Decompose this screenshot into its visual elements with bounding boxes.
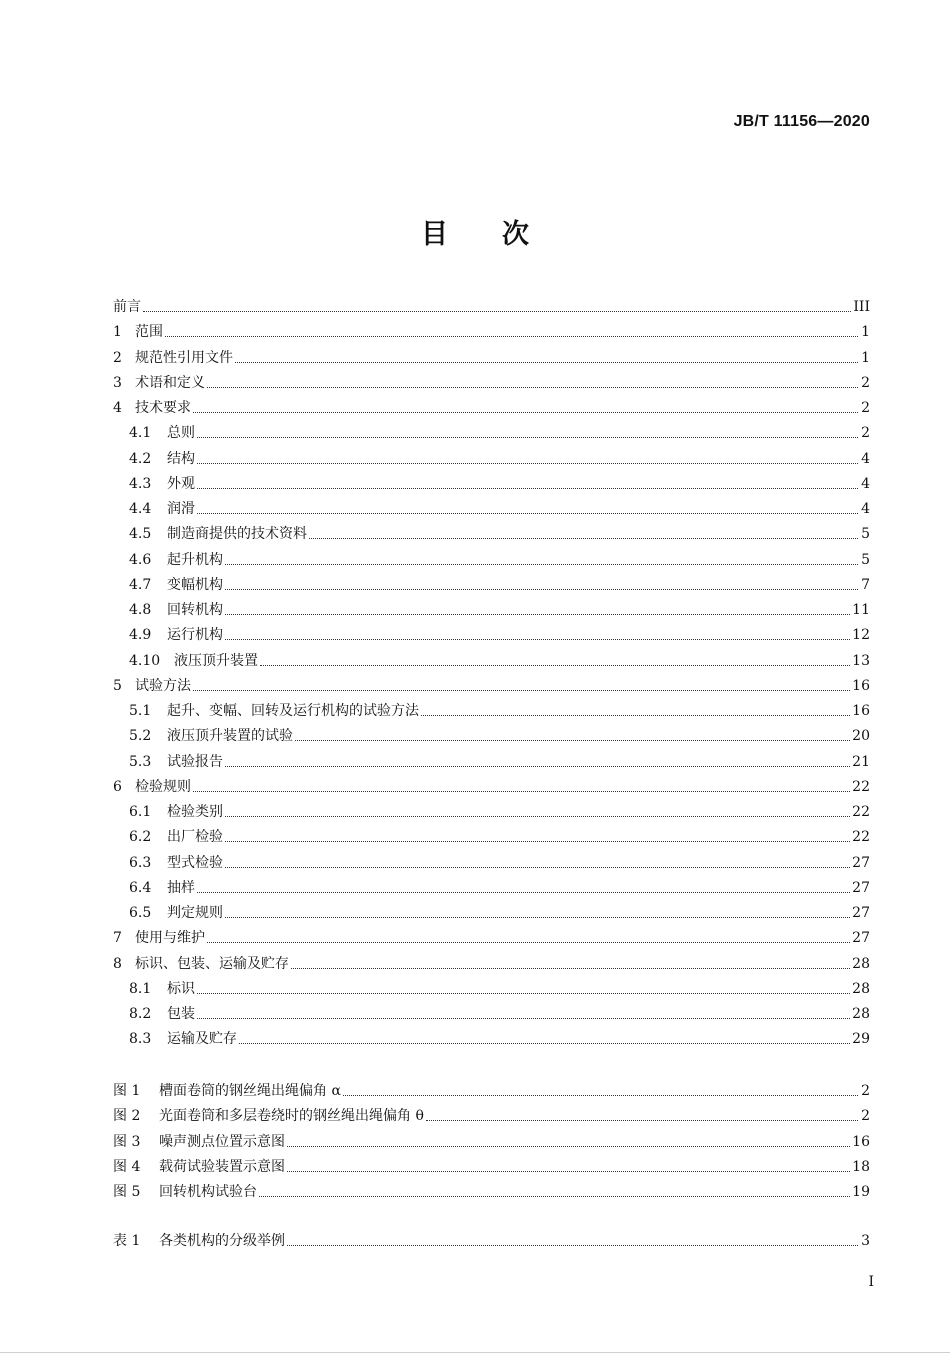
dot-leader	[197, 463, 858, 464]
dot-leader	[197, 892, 850, 893]
toc-row[interactable]	[113, 572, 870, 594]
toc-page: 4	[861, 450, 870, 467]
toc-row[interactable]	[113, 345, 870, 367]
toc-label: 术语和定义	[135, 374, 205, 391]
toc-number: 1	[113, 324, 122, 341]
toc-row[interactable]	[113, 824, 870, 846]
toc-number: 5.1	[129, 703, 152, 719]
figures-row[interactable]	[113, 1154, 870, 1176]
toc-row[interactable]	[113, 319, 870, 341]
toc-label: 包装	[167, 1006, 195, 1022]
standard-number: JB/T 11156—2020	[733, 113, 870, 130]
toc-label: 试验方法	[135, 677, 191, 694]
figures-number: 图 5	[113, 1184, 141, 1200]
toc-row[interactable]	[113, 446, 870, 468]
dot-leader	[207, 387, 858, 388]
toc-page: 27	[852, 854, 870, 871]
dot-leader	[225, 841, 850, 842]
toc-row[interactable]	[113, 597, 870, 619]
toc-page: 1	[861, 349, 870, 366]
dot-leader	[193, 791, 850, 792]
toc-page: 16	[852, 703, 870, 719]
toc-label: 标识、包装、运输及贮存	[135, 955, 289, 972]
dot-leader	[295, 740, 850, 741]
toc-label: 结构	[167, 450, 195, 467]
dot-leader	[225, 816, 850, 817]
figures-label: 载荷试验装置示意图	[159, 1158, 285, 1175]
toc-page: 22	[852, 829, 870, 846]
dot-leader	[291, 968, 850, 969]
dot-leader	[225, 867, 850, 868]
dot-leader	[421, 715, 850, 716]
dot-leader	[197, 488, 858, 489]
toc-page: 1	[861, 324, 870, 341]
toc-number: 6.1	[129, 804, 152, 820]
toc-page: 27	[852, 930, 870, 947]
toc-number: 6.4	[129, 879, 152, 896]
dot-leader	[239, 1043, 850, 1044]
toc-row[interactable]	[113, 976, 870, 998]
figures-row[interactable]	[113, 1078, 870, 1100]
toc-page: III	[853, 299, 870, 315]
toc-row[interactable]	[113, 749, 870, 771]
page-number: I	[868, 1274, 874, 1290]
toc-number: 5.2	[129, 728, 152, 745]
toc-label: 起升、变幅、回转及运行机构的试验方法	[167, 703, 419, 719]
figures-page: 19	[852, 1184, 870, 1200]
figures-row[interactable]	[113, 1179, 870, 1201]
toc-number: 6.2	[129, 829, 152, 846]
toc-page: 2	[861, 374, 870, 391]
toc-number: 4.8	[129, 602, 152, 618]
page-title	[0, 212, 950, 251]
toc-page: 28	[852, 955, 870, 972]
toc-label: 变幅机构	[167, 576, 223, 593]
toc-label: 回转机构	[167, 602, 223, 618]
page-edge-divider	[0, 1352, 950, 1353]
toc-row[interactable]	[113, 723, 870, 745]
dot-leader	[225, 589, 858, 590]
toc-row[interactable]	[113, 622, 870, 644]
toc-number: 3	[113, 374, 122, 391]
toc-label: 检验规则	[135, 778, 191, 795]
toc-number: 6.5	[129, 905, 152, 921]
dot-leader	[207, 942, 850, 943]
figures-number: 图 4	[113, 1158, 141, 1175]
toc-number: 6.3	[129, 854, 152, 871]
toc-label: 判定规则	[167, 905, 223, 921]
figures-row[interactable]	[113, 1129, 870, 1151]
dot-leader	[165, 336, 858, 337]
figures-label: 回转机构试验台	[159, 1184, 257, 1200]
toc-row[interactable]	[113, 925, 870, 947]
toc-label: 外观	[167, 475, 195, 492]
toc-page: 5	[861, 551, 870, 568]
toc-number: 8.3	[129, 1031, 152, 1048]
toc-page: 4	[861, 475, 870, 492]
toc-label: 制造商提供的技术资料	[167, 526, 307, 543]
toc-page: 20	[852, 728, 870, 745]
dot-leader	[197, 1018, 850, 1019]
toc-number: 4.5	[129, 526, 152, 543]
toc-label: 运输及贮存	[167, 1031, 237, 1048]
toc-number: 6	[113, 778, 122, 795]
toc-page: 28	[852, 980, 870, 997]
dot-leader	[193, 412, 858, 413]
toc-number: 4.7	[129, 576, 152, 593]
figures-page: 16	[852, 1133, 870, 1150]
toc-number: 7	[113, 930, 122, 947]
toc-page: 16	[852, 677, 870, 694]
toc-number: 4.6	[129, 551, 152, 568]
toc-label: 检验类别	[167, 804, 223, 820]
figures-page: 18	[852, 1158, 870, 1175]
toc-page: 12	[852, 627, 870, 644]
toc-row[interactable]	[113, 774, 870, 796]
toc-row[interactable]	[113, 521, 870, 543]
toc-number: 2	[113, 349, 122, 366]
toc-page: 27	[852, 905, 870, 921]
dot-leader	[225, 639, 850, 640]
toc-page: 21	[852, 753, 870, 770]
toc-row[interactable]	[113, 951, 870, 973]
toc-row[interactable]	[113, 1026, 870, 1048]
toc-row[interactable]	[113, 875, 870, 897]
dot-leader	[235, 362, 858, 363]
toc-row[interactable]	[113, 673, 870, 695]
toc-row[interactable]	[113, 1001, 870, 1023]
figures-number: 图 3	[113, 1133, 141, 1150]
toc-page: 2	[861, 425, 870, 442]
toc-number: 5	[113, 677, 122, 694]
toc-page: 2	[861, 400, 870, 416]
toc-page: 4	[861, 501, 870, 517]
toc-row[interactable]	[113, 547, 870, 569]
toc-label: 规范性引用文件	[135, 349, 233, 366]
toc-row[interactable]	[113, 496, 870, 518]
toc-page: 28	[852, 1006, 870, 1022]
dot-leader	[225, 917, 850, 918]
toc-page: 13	[852, 652, 870, 669]
tables-row[interactable]	[113, 1228, 870, 1250]
toc-row[interactable]	[113, 370, 870, 392]
dot-leader	[287, 1171, 850, 1172]
toc-number: 4.1	[129, 425, 152, 442]
figures-number: 图 2	[113, 1108, 141, 1125]
toc-label: 液压顶升装置的试验	[167, 728, 293, 745]
tables-label: 各类机构的分级举例	[159, 1233, 285, 1249]
toc-label: 运行机构	[167, 627, 223, 644]
toc-page: 22	[852, 778, 870, 795]
toc-label: 型式检验	[167, 854, 223, 871]
title-char-1: 目	[421, 219, 448, 250]
toc-number: 4.10	[129, 652, 161, 669]
toc-label: 液压顶升装置	[174, 652, 258, 669]
toc-row[interactable]	[113, 471, 870, 493]
toc-number: 5.3	[129, 753, 152, 770]
figures-page: 2	[861, 1083, 870, 1099]
tables-page: 3	[861, 1233, 870, 1249]
figures-label: 槽面卷筒的钢丝绳出绳偏角 α	[159, 1083, 341, 1099]
toc-page: 27	[852, 879, 870, 896]
figures-label: 光面卷筒和多层卷绕时的钢丝绳出绳偏角 θ	[159, 1108, 424, 1125]
dot-leader	[287, 1245, 858, 1246]
toc-label: 抽样	[167, 879, 195, 896]
figures-row[interactable]	[113, 1103, 870, 1125]
dot-leader	[225, 766, 850, 767]
figures-page: 2	[861, 1108, 870, 1125]
dot-leader	[259, 1196, 850, 1197]
toc-number: 4.9	[129, 627, 152, 644]
toc-number: 8.2	[129, 1006, 152, 1022]
toc-page: 29	[852, 1031, 870, 1048]
toc-page: 22	[852, 804, 870, 820]
toc-page: 7	[861, 576, 870, 593]
figures-label: 噪声测点位置示意图	[159, 1133, 285, 1150]
toc-number: 8.1	[129, 980, 152, 997]
dot-leader	[197, 437, 858, 438]
toc-number: 4	[113, 400, 122, 416]
dot-leader	[225, 564, 858, 565]
toc-number: 4.2	[129, 450, 152, 467]
toc-label: 使用与维护	[135, 930, 205, 947]
toc-label: 范围	[135, 324, 163, 341]
dot-leader	[143, 311, 851, 312]
toc-row[interactable]	[113, 900, 870, 922]
dot-leader	[309, 538, 858, 539]
toc-label: 出厂检验	[167, 829, 223, 846]
toc-number: 4.3	[129, 475, 152, 492]
title-char-2: 次	[502, 219, 529, 250]
toc-number: 4.4	[129, 501, 152, 517]
dot-leader	[197, 513, 858, 514]
toc-row[interactable]	[113, 395, 870, 417]
dot-leader	[193, 690, 850, 691]
toc-row[interactable]	[113, 799, 870, 821]
dot-leader	[287, 1146, 850, 1147]
toc-row[interactable]	[113, 850, 870, 872]
tables-number: 表 1	[113, 1233, 141, 1249]
dot-leader	[197, 993, 850, 994]
toc-number: 8	[113, 955, 122, 972]
toc-label: 前言	[113, 299, 141, 315]
toc-page: 5	[861, 526, 870, 543]
figures-number: 图 1	[113, 1083, 141, 1099]
dot-leader	[225, 614, 850, 615]
toc-row[interactable]	[113, 420, 870, 442]
dot-leader	[426, 1120, 858, 1121]
toc-label: 标识	[167, 980, 195, 997]
toc-label: 起升机构	[167, 551, 223, 568]
toc-label: 总则	[167, 425, 195, 442]
dot-leader	[260, 665, 850, 666]
toc-row[interactable]	[113, 648, 870, 670]
toc-label: 试验报告	[167, 753, 223, 770]
toc-label: 技术要求	[135, 400, 191, 416]
toc-row[interactable]	[113, 698, 870, 720]
toc-page: 11	[852, 602, 870, 618]
toc-row[interactable]	[113, 294, 870, 316]
dot-leader	[343, 1095, 858, 1096]
toc-label: 润滑	[167, 501, 195, 517]
